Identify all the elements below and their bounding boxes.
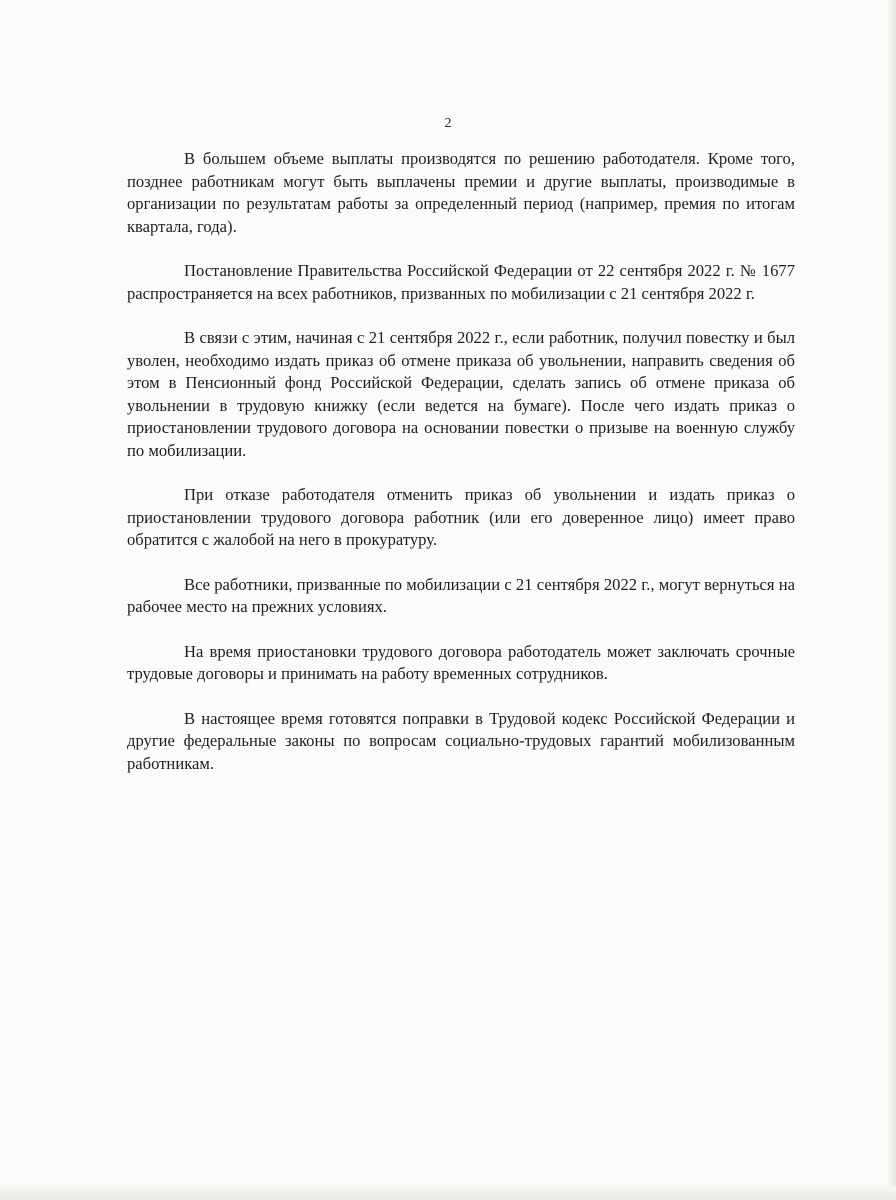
paragraph-2: Постановление Правительства Российской Федерации от 22 сентября 2022 г. № 1677 распространяется на всех работников, призванных по мобилизации с 21 сентября 2022 г. xyxy=(127,261,795,303)
paragraph-4: При отказе работодателя отменить приказ об увольнении и издать приказ о приостановлении трудового договора работник (или его доверенное лицо) имеет право обратится с жалобой на него в прокуратуру. xyxy=(127,485,795,549)
page-number: 2 xyxy=(444,116,452,131)
paragraph-5: Все работники, призванные по мобилизации с 21 сентября 2022 г., могут вернуться на рабочее место на прежних условиях. xyxy=(127,574,795,616)
paragraph-1: В большем объеме выплаты производятся по решению работодателя. Кроме того, позднее работникам могут быть выплачены премии и другие выплаты, производимые в организации по результатам работы за определенный период (например, премия по итогам квартала, года). xyxy=(127,149,795,236)
paragraph-6: На время приостановки трудового договора работодатель может заключать срочные трудовые договоры и принимать на работу временных сотрудников. xyxy=(127,641,795,683)
scan-edge-bottom xyxy=(0,1186,896,1200)
paragraph-7: В настоящее время готовятся поправки в Трудовой кодекс Российской Федерации и другие федеральные законы по вопросам социально-трудовых гарантий мобилизованным работникам. xyxy=(127,708,795,773)
document-body xyxy=(127,148,795,775)
scan-edge-right xyxy=(888,0,896,1200)
paragraph-3: В связи с этим, начиная с 21 сентября 2022 г., если работник, получил повестку и был уволен, необходимо издать приказ об отмене приказа об увольнении, направить сведения об этом в Пенсионный фонд Российской Федерации, сделать запись об отмене приказа об увольнении в трудовую книжку (если ведется на бумаге). После чего издать приказ о приостановлении трудового договора на основании повестки о призыве на военную службу по мобилизации. xyxy=(127,328,795,460)
